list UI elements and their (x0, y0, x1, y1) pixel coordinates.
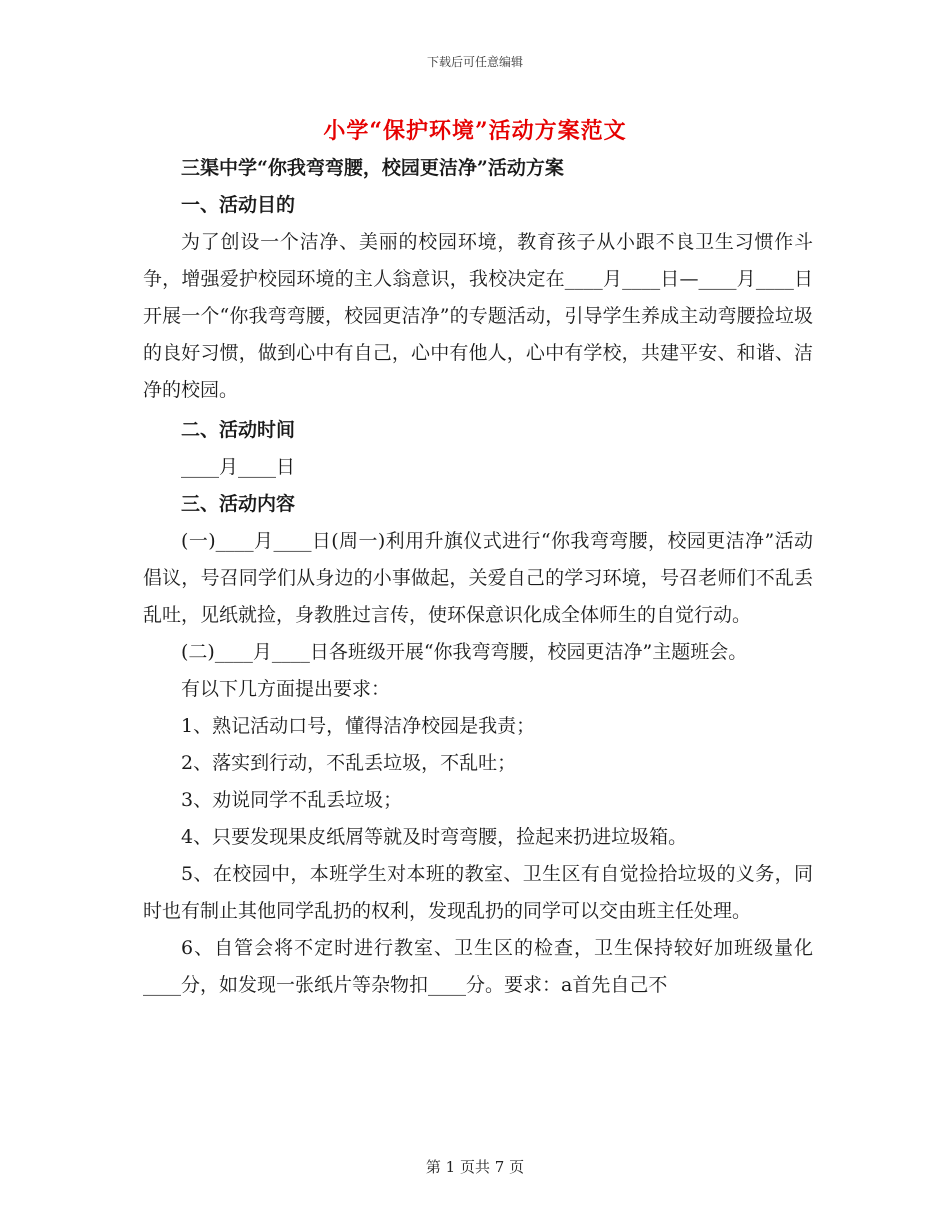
requirement-2: 2、落实到行动，不乱丢垃圾，不乱吐； (181, 752, 517, 774)
requirement-1: 1、熟记活动口号，懂得洁净校园是我责； (181, 715, 536, 737)
requirements-intro: 有以下几方面提出要求： (181, 678, 391, 700)
document-body (143, 150, 813, 1004)
document-title: 小学“保护环境”活动方案范文 (323, 118, 627, 144)
section-text-purpose: 为了创设一个洁净、美丽的校园环境，教育孩子从小跟不良卫生习惯作斗争，增强爱护校园环境的主人翁意识，我校决定在____月____日—____月____日开展一个“你我弯弯腰，校园更洁净”的专题活动，引导学生养成主动弯腰捡垃圾的良好习惯，做到心中有自己，心中有他人，心中有学校，共建平安、和谐、洁净的校园。 (143, 231, 813, 401)
content-item-1: (一)____月____日(周一)利用升旗仪式进行“你我弯弯腰，校园更洁净”活动倡议，号召同学们从身边的小事做起，关爱自己的学习环境，号召老师们不乱丢乱吐，见纸就捡，身教胜过言传，使环保意识化成全体师生的自觉行动。 (143, 530, 813, 626)
content-item-2: (二)____月____日各班级开展“你我弯弯腰，校园更洁净”主题班会。 (181, 641, 748, 663)
requirement-5: 5、在校园中，本班学生对本班的教室、卫生区有自觉捡拾垃圾的义务，同时也有制止其他同学乱扔的权利，发现乱扔的同学可以交由班主任处理。 (143, 863, 813, 922)
section-text-time: ____月____日 (181, 456, 296, 478)
page-footer-number: 第 1 页共 7 页 (425, 1158, 525, 1176)
page-header-note: 下载后可任意编辑 (426, 55, 523, 69)
requirement-3: 3、劝说同学不乱丢垃圾； (181, 789, 403, 811)
document-subtitle: 三渠中学“你我弯弯腰，校园更洁净”活动方案 (181, 157, 564, 179)
requirement-4: 4、只要发现果皮纸屑等就及时弯弯腰，捡起来扔进垃圾箱。 (181, 826, 688, 848)
section-heading-content: 三、活动内容 (181, 493, 296, 515)
requirement-6: 6、自管会将不定时进行教室、卫生区的检查，卫生保持较好加班级量化____分，如发现一张纸片等杂物扣____分。要求：a首先自己不 (143, 937, 813, 996)
section-heading-time: 二、活动时间 (181, 419, 296, 441)
section-heading-purpose: 一、活动目的 (181, 194, 296, 216)
